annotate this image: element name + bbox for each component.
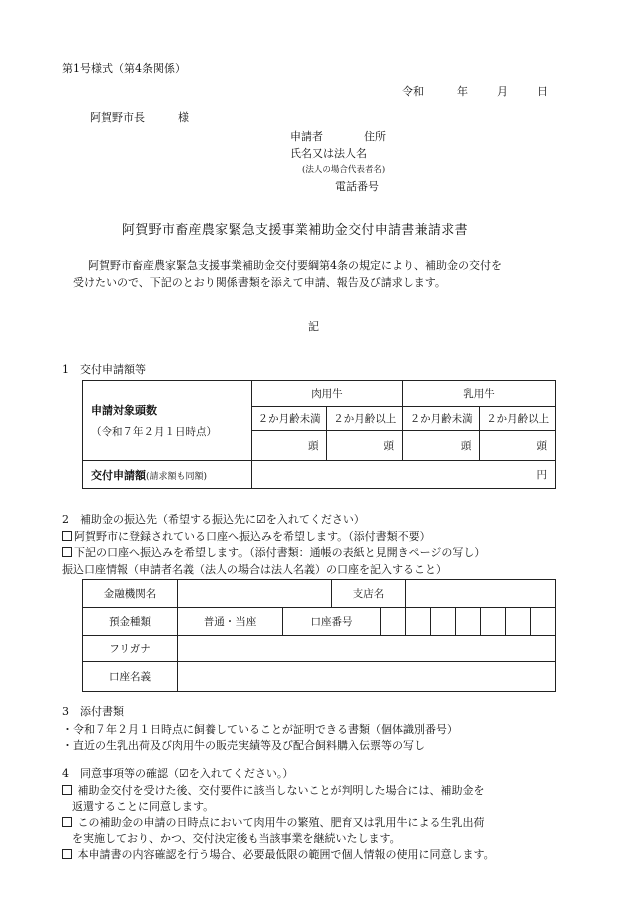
account-digit-7[interactable] — [531, 608, 556, 636]
transfer-option-registered-label: 阿賀野市に登録されている口座へ振込みを希望します。（添付書類不要） — [74, 530, 431, 543]
addressee: 阿賀野市長 — [90, 111, 145, 124]
account-holder-label: 口座名義 — [83, 662, 178, 692]
checkbox-below-account[interactable] — [62, 547, 72, 557]
section2-heading: 2 補助金の振込先（希望する振込先に☑を入れてください） — [62, 513, 365, 526]
checkbox-consent-2[interactable] — [62, 817, 72, 827]
target-count-date: （令和７年２月１日時点） — [91, 426, 217, 438]
branch-label: 支店名 — [332, 580, 406, 608]
beef-cattle-header: 肉用牛 — [251, 381, 402, 407]
amount-value[interactable]: 円 — [251, 461, 555, 489]
target-count-label: 申請対象頭数 — [91, 404, 157, 417]
addressee-honorific: 様 — [178, 111, 189, 124]
branch-input[interactable] — [406, 580, 556, 608]
attachment-2: ・直近の生乳出荷及び肉用牛の販売実績等及び配合飼料購入伝票等の写し — [62, 739, 425, 752]
target-count-cell — [83, 381, 252, 461]
account-digit-5[interactable] — [481, 608, 506, 636]
account-digit-6[interactable] — [506, 608, 531, 636]
intro-line-1: 阿賀野市畜産農家緊急支援事業補助金交付要綱第4条の規定により、補助金の交付を — [88, 259, 502, 272]
applicant-phone: 電話番号 — [335, 180, 379, 193]
account-info-heading: 振込口座情報（申請者名義（法人の場合は法人名義）の口座を記入すること） — [62, 563, 447, 576]
account-digit-3[interactable] — [431, 608, 456, 636]
account-digit-2[interactable] — [406, 608, 431, 636]
dairy-over2-header: ２か月齢以上 — [480, 407, 556, 431]
dairy-over2-count[interactable]: 頭 — [480, 431, 556, 461]
bank-name-input[interactable] — [178, 580, 332, 608]
applicant-address: 住所 — [364, 130, 386, 143]
account-digit-4[interactable] — [456, 608, 481, 636]
checkbox-consent-1[interactable] — [62, 785, 72, 795]
amount-note: (請求額も同額) — [146, 471, 208, 482]
application-amount-table — [82, 380, 556, 489]
amount-label-cell — [83, 461, 252, 489]
consent-2-line-2: を実施しており、かつ、交付決定後も当該事業を継続いたします。 — [72, 832, 401, 845]
dairy-cattle-header: 乳用牛 — [403, 381, 556, 407]
beef-under2-header: ２か月齢未満 — [251, 407, 327, 431]
account-number-label: 口座番号 — [283, 608, 381, 636]
section4-heading: 4 同意事項等の確認（☑を入れてください。） — [62, 767, 294, 780]
attachment-1: ・令和７年２月１日時点に飼養していることが証明できる書類（個体識別番号） — [62, 723, 458, 736]
transfer-option-below-label: 下記の口座へ振込みを希望します。（添付書類：通帳の表紙と見開きページの写し） — [74, 546, 486, 559]
checkbox-registered[interactable] — [62, 531, 72, 541]
date-era: 令和 — [402, 85, 424, 98]
consent-1-line-1: 補助金交付を受けた後、交付要件に該当しないことが判明した場合には、補助金を — [77, 784, 485, 797]
dairy-under2-header: ２か月齢未満 — [403, 407, 480, 431]
account-holder-input[interactable] — [178, 662, 556, 692]
date-day: 日 — [537, 85, 548, 98]
ki-label: 記 — [308, 320, 319, 333]
bank-name-label: 金融機関名 — [83, 580, 178, 608]
consent-2-line-1: この補助金の申請の日時点において肉用牛の繁殖、肥育又は乳用牛による生乳出荷 — [77, 816, 485, 829]
furigana-label: フリガナ — [83, 636, 178, 662]
furigana-input[interactable] — [178, 636, 556, 662]
section1-heading: 1 交付申請額等 — [62, 363, 146, 376]
beef-under2-count[interactable]: 頭 — [251, 431, 327, 461]
applicant-rep-note: (法人の場合代表者名) — [302, 165, 386, 175]
intro-line-2: 受けたいので、下記のとおり関係書類を添えて申請、報告及び請求します。 — [73, 276, 446, 289]
section3-heading: 3 添付書類 — [62, 705, 124, 718]
form-number: 第1号様式（第4条関係） — [62, 62, 186, 75]
transfer-option-below[interactable] — [62, 544, 485, 560]
consent-3-label: 本申請書の内容確認を行う場合、必要最低限の範囲で個人情報の使用に同意します。 — [77, 848, 495, 861]
applicant-name: 氏名又は法人名 — [290, 147, 367, 160]
beef-over2-count[interactable]: 頭 — [327, 431, 403, 461]
amount-label: 交付申請額 — [91, 468, 146, 482]
consent-1-line-2: 返還することに同意します。 — [72, 800, 215, 813]
document-title: 阿賀野市畜産農家緊急支援事業補助金交付申請書兼請求書 — [122, 223, 468, 238]
consent-2[interactable] — [62, 814, 485, 830]
beef-over2-header: ２か月齢以上 — [327, 407, 403, 431]
transfer-option-registered[interactable] — [62, 528, 431, 544]
consent-3[interactable] — [62, 846, 495, 862]
checkbox-consent-3[interactable] — [62, 849, 72, 859]
date-year: 年 — [457, 85, 468, 98]
dairy-under2-count[interactable]: 頭 — [403, 431, 480, 461]
deposit-type-value[interactable]: 普通・当座 — [178, 608, 283, 636]
applicant-label: 申請者 — [290, 130, 323, 143]
deposit-type-label: 預金種類 — [83, 608, 178, 636]
account-digit-1[interactable] — [381, 608, 406, 636]
bank-account-table — [82, 579, 556, 692]
date-month: 月 — [497, 85, 508, 98]
consent-1[interactable] — [62, 782, 485, 798]
